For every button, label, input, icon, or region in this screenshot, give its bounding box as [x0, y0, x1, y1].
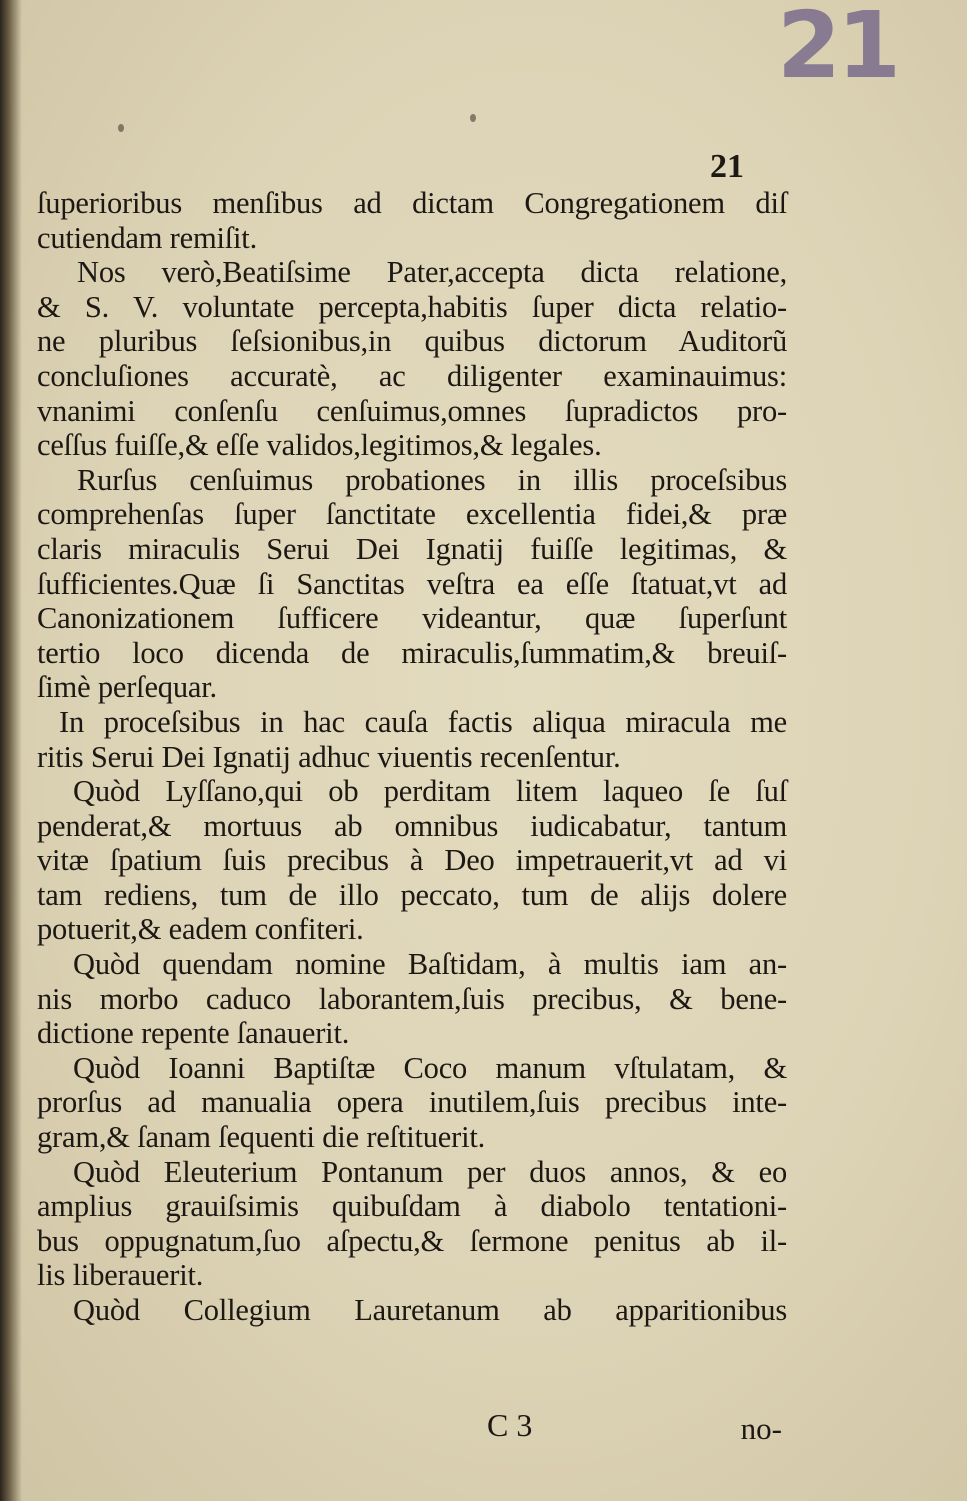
- text-line: nis morbo caduco laborantem,ſuis precibus, & bene-: [37, 981, 787, 1016]
- page-gutter-shadow: [0, 0, 22, 1501]
- handwritten-folio-number: 21: [776, 0, 897, 99]
- text-line: gram,& ſanam ſequenti die reſtituerit.: [37, 1120, 486, 1155]
- page-footer: [37, 1408, 787, 1448]
- text-line: Rurſus cenſuimus probationes in illis proceſsibus: [77, 462, 787, 497]
- ink-spot: [470, 114, 476, 122]
- text-line: vitæ ſpatium ſuis precibus à Deo impetrauerit,vt ad vi: [37, 843, 787, 878]
- text-line: Quòd Ioanni Baptiſtæ Coco manum vſtulatam, &: [73, 1050, 787, 1085]
- page-number: 21: [710, 148, 744, 185]
- text-line: Canonizationem ſufficere videantur, quæ ſuperſunt: [37, 601, 787, 636]
- text-line: bus oppugnatum,ſuo aſpectu,& ſermone penitus ab il-: [37, 1223, 787, 1258]
- text-line: vnanimi conſenſu cenſuimus,omnes ſupradictos pro-: [37, 393, 787, 428]
- text-line: Quòd Eleuterium Pontanum per duos annos, & eo: [73, 1154, 787, 1189]
- catchword: no-: [740, 1411, 782, 1446]
- signature-mark: C 3: [487, 1407, 533, 1443]
- text-line: Quòd quendam nomine Baſtidam, à multis iam an-: [73, 947, 787, 982]
- text-line: ne pluribus ſeſsionibus,in quibus dictorum Auditorũ: [37, 324, 787, 359]
- body-text: [37, 186, 787, 1328]
- text-line: prorſus ad manualia opera inutilem,ſuis precibus inte-: [37, 1085, 787, 1120]
- text-line: comprehenſas ſuper ſanctitate excellentia fidei,& præ: [37, 497, 787, 532]
- text-line: tam rediens, tum de illo peccato, tum de alijs dolere: [37, 877, 787, 912]
- text-line: tertio loco dicenda de miraculis,ſummatim,& breuiſ-: [37, 635, 787, 670]
- text-line: claris miraculis Serui Dei Ignatij fuiſſe legitimas, &: [37, 531, 787, 566]
- text-line: amplius grauiſsimis quibuſdam à diabolo tentationi-: [37, 1189, 787, 1224]
- text-line: dictione repente ſanauerit.: [37, 1016, 350, 1051]
- text-line: ritis Serui Dei Ignatij adhuc viuentis recenſentur.: [37, 739, 621, 774]
- text-line: Quòd Lyſſano,qui ob perditam litem laqueo ſe ſuſ: [73, 774, 787, 809]
- text-line: potuerit,& eadem confiteri.: [37, 912, 364, 947]
- text-line: penderat,& mortuus ab omnibus iudicabatur, tantum: [37, 808, 787, 843]
- text-line: & S. V. voluntate percepta,habitis ſuper dicta relatio-: [37, 289, 787, 324]
- text-line: ſufficientes.Quæ ſi Sanctitas veſtra ea eſſe ſtatuat,vt ad: [37, 566, 787, 601]
- text-line: concluſiones accuratè, ac diligenter examinauimus:: [37, 358, 787, 393]
- ink-spot: [118, 124, 124, 132]
- text-line: ceſſus fuiſſe,& eſſe validos,legitimos,& legales.: [37, 428, 602, 463]
- text-line: In proceſsibus in hac cauſa factis aliqua miracula me: [59, 704, 787, 739]
- text-line: ſimè perſequar.: [37, 670, 217, 705]
- text-line: Quòd Collegium Lauretanum ab apparitionibus: [73, 1293, 787, 1327]
- text-line: lis liberauerit.: [37, 1258, 204, 1293]
- text-line: Nos verò,Beatiſsime Pater,accepta dicta relatione,: [77, 255, 787, 290]
- text-line: cutiendam remiſit.: [37, 220, 257, 255]
- text-line: ſuperioribus menſibus ad dictam Congregationem diſ: [37, 186, 787, 220]
